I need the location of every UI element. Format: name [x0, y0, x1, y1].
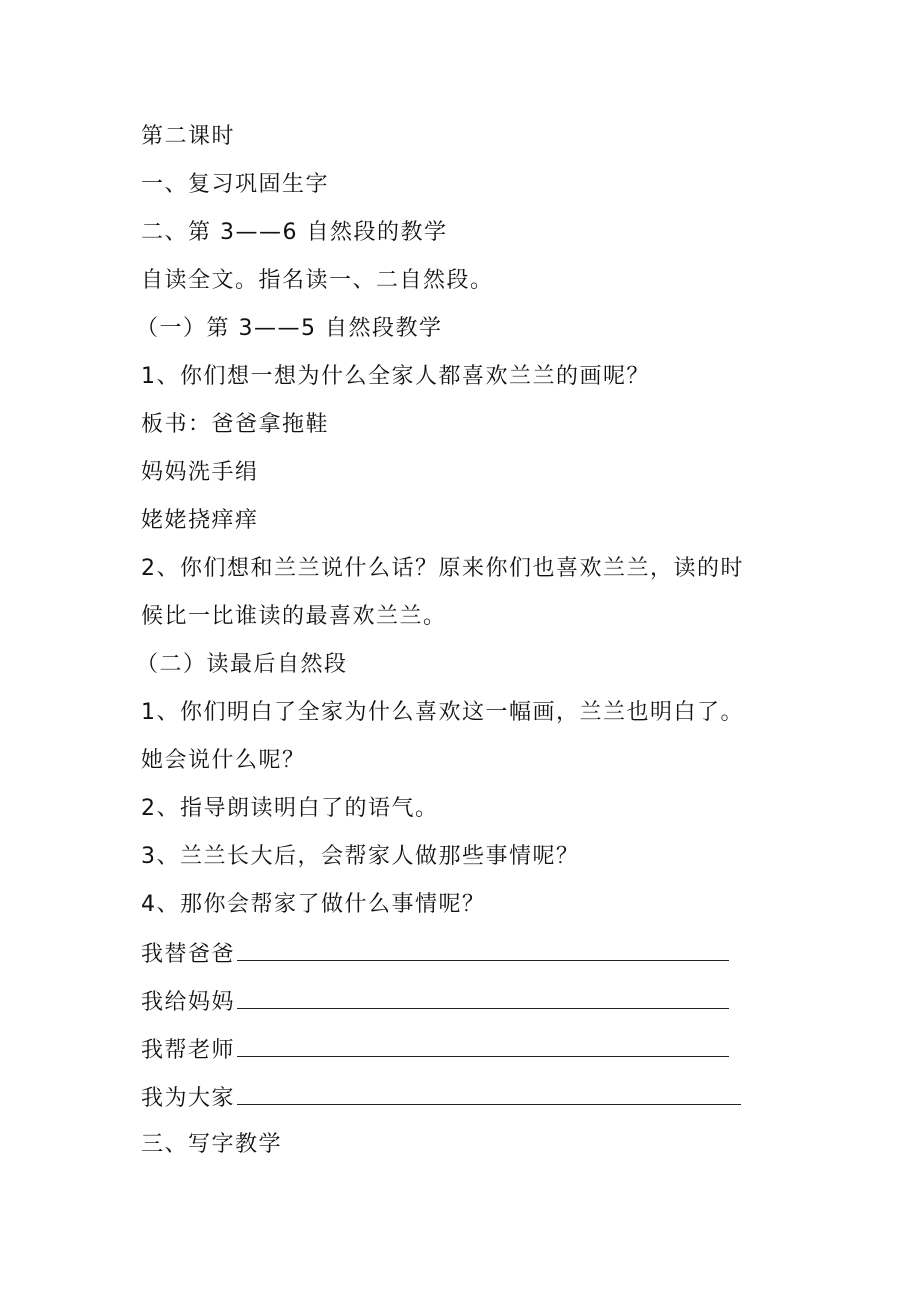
subsection-heading-one: （一）第 3——5 自然段教学 — [136, 316, 443, 341]
question-item: 2、指导朗读明白了的语气。 — [141, 796, 439, 821]
fill-in-prefix: 我为大家 — [141, 1086, 236, 1111]
fill-in-prefix: 我帮老师 — [141, 1038, 236, 1063]
fill-in-blank — [237, 1034, 729, 1057]
paragraph-line: 自读全文。指名读一、二自然段。 — [141, 268, 494, 293]
blackboard-note: 姥姥挠痒痒 — [141, 508, 259, 533]
blackboard-note: 板书：爸爸拿拖鞋 — [141, 412, 330, 437]
question-item: 4、那你会帮家了做什么事情呢？ — [141, 892, 486, 917]
question-item-continued: 她会说什么呢？ — [141, 748, 306, 773]
fill-in-blank — [237, 986, 729, 1009]
fill-in-line-mom — [141, 986, 729, 1016]
lesson-title: 第二课时 — [141, 124, 236, 149]
section-heading-review: 一、复习巩固生字 — [141, 172, 330, 197]
section-heading-writing: 三、写字教学 — [141, 1132, 283, 1157]
blackboard-note: 妈妈洗手绢 — [141, 460, 259, 485]
fill-in-blank — [237, 1082, 741, 1105]
question-item-continued: 候比一比谁读的最喜欢兰兰。 — [141, 604, 447, 629]
fill-in-line-everyone — [141, 1082, 741, 1112]
fill-in-prefix: 我替爸爸 — [141, 942, 236, 967]
section-heading-paragraphs: 二、第 3——6 自然段的教学 — [141, 220, 448, 245]
question-item: 3、兰兰长大后，会帮家人做那些事情呢？ — [141, 844, 580, 869]
fill-in-blank — [237, 938, 729, 961]
fill-in-prefix: 我给妈妈 — [141, 990, 236, 1015]
question-item: 1、你们明白了全家为什么喜欢这一幅画，兰兰也明白了。 — [141, 700, 744, 725]
subsection-heading-two: （二）读最后自然段 — [136, 652, 348, 677]
question-item: 1、你们想一想为什么全家人都喜欢兰兰的画呢？ — [141, 364, 650, 389]
fill-in-line-teacher — [141, 1034, 729, 1064]
fill-in-line-dad — [141, 938, 729, 968]
question-item: 2、你们想和兰兰说什么话？原来你们也喜欢兰兰，读的时 — [141, 556, 744, 581]
